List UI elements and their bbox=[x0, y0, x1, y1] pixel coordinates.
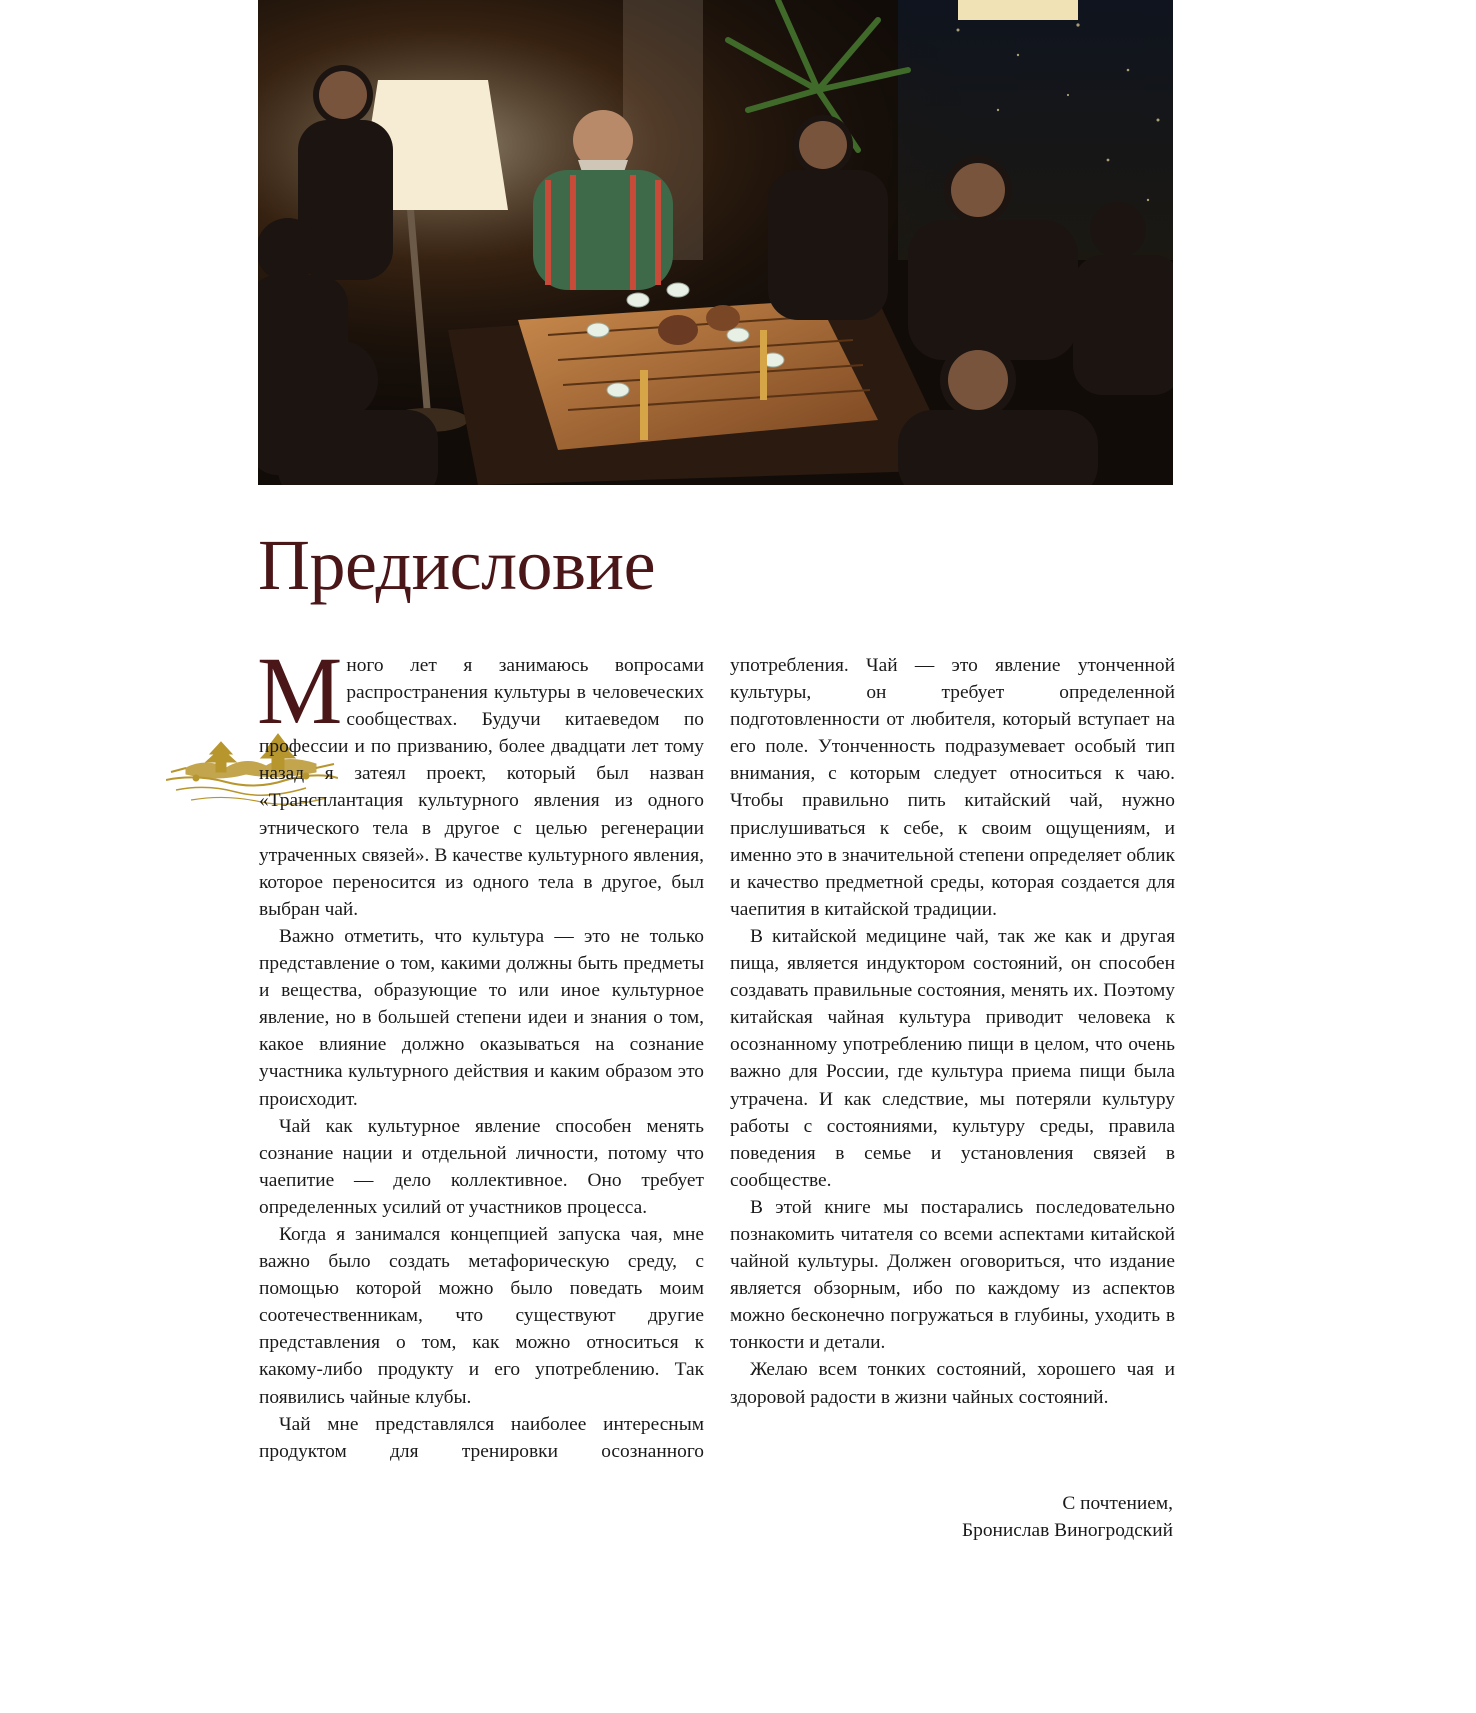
paragraph-6: употребления. Чай — это явление утонченной культуры, он требует определенной подготовленности от любителя, который вступает на его поле. Утонченность подразумевает особый тип внимания, с которым следует относиться к чаю. Чтобы правильно пить китайский чай, нужно прислушиваться к себе, к своим ощущениям, и именно это в значительной степени определяет облик и качество предметной среды, которая создается для чаепития в китайской традиции. bbox=[730, 655, 1175, 920]
paragraph-1 bbox=[257, 637, 704, 923]
paragraph-4: Когда я занимался концепцией запуска чая, мне важно было создать метафорическую среду, с помощью которой можно было поведать моим соотечественникам, что существуют другие представления о том, как можно относиться к какому-либо продукту и его употреблению. Так появились чайные клубы. bbox=[259, 1223, 704, 1408]
drop-cap: М bbox=[257, 637, 343, 744]
signature-author: Бронислав Виногродский bbox=[962, 1520, 1173, 1542]
signature-block bbox=[962, 1490, 1173, 1544]
paragraph-3: Чай как культурное явление способен менять сознание нации и отдельной личности, потому что чаепитие — дело коллективное. Оно требует определенных усилий от участников процесса. bbox=[259, 1115, 704, 1218]
signature-greeting: С почтением, bbox=[1062, 1493, 1173, 1514]
paragraph-8: В этой книге мы постарались последовательно познакомить читателя со всеми аспектами китайской чайной культуры. Должен оговориться, что издание является обзорным, ибо по каждому из аспектов можно бесконечно погружаться в глубины, уходить в тонкости и детали. bbox=[730, 1196, 1175, 1354]
text-column-left bbox=[257, 637, 704, 1465]
paragraph-1-text: ного лет я занимаюсь вопросами распространения культуры в человеческих сообществах. Будучи китаеведом по профессии и по призванию, более двадцати лет тому назад я затеял проект, который был назван «Трансплантация культурного явления из одного этнического тела в другое с целью регенерации утраченных связей». В качестве культурного явления, которое переносится из одного тела в другое, был выбран чай. bbox=[259, 655, 704, 920]
text-column-right bbox=[730, 652, 1175, 1411]
paragraph-5: Чай мне представлялся наиболее интересным продуктом для тренировки осознанного bbox=[259, 1413, 704, 1462]
paragraph-7: В китайской медицине чай, так же как и другая пища, является индуктором состояний, он способен создавать правильные состояния, менять их. Поэтому китайская чайная культура приводит человека к осознанному употреблению пищи в целом, что очень важно для России, где культура приема пищи была утрачена. И как следствие, мы потеряли культуру работы с состояниями, культуру среды, правила поведения в семье и установления связей в сообществе. bbox=[730, 925, 1175, 1191]
tea-ceremony-photo bbox=[258, 0, 1173, 485]
paragraph-2: Важно отметить, что культура — это не только представление о том, какими должны быть предметы и вещества, образующие то или иное культурное явление, но в большей степени идеи и знания о том, какое влияние должно оказываться на сознание участника культурного действия и каким образом это происходит. bbox=[259, 925, 704, 1110]
paragraph-9: Желаю всем тонких состояний, хорошего чая и здоровой радости в жизни чайных состояний. bbox=[730, 1359, 1175, 1408]
page-title: Предисловие bbox=[258, 525, 656, 605]
photo-illustration bbox=[258, 0, 1173, 485]
